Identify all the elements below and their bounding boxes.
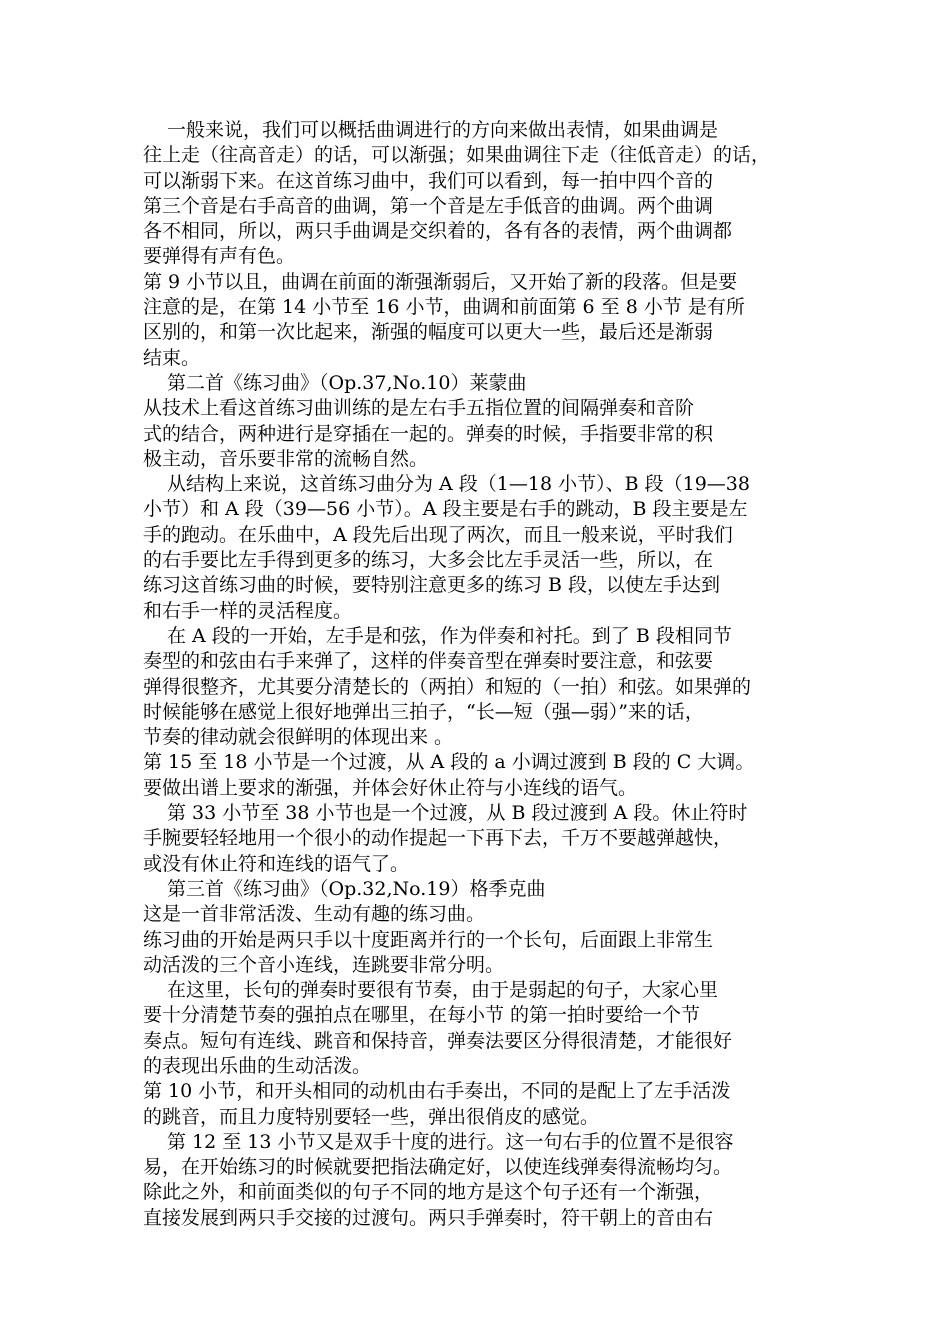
text-line: 时候能够在感觉上很好地弹出三拍子，“长—短（强—弱）”来的话， xyxy=(143,700,704,723)
text-line: 要弹得有声有色。 xyxy=(143,245,296,268)
text-line: 的表现出乐曲的生动活泼。 xyxy=(143,1054,372,1077)
text-line: 手腕要轻轻地用一个很小的动作提起一下再下去，千万不要越弹越快， xyxy=(143,827,733,850)
text-line: 结束。 xyxy=(143,346,201,369)
text-line: 第二首《练习曲》（Op.37,No.10）莱蒙曲 xyxy=(167,371,527,394)
text-line: 从技术上看这首练习曲训练的是左右手五指位置的间隔弹奏和音阶 xyxy=(143,397,695,420)
text-line: 易，在开始练习的时候就要把指法确定好，以使连线弹奏得流畅均匀。 xyxy=(143,1156,733,1179)
text-line: 极主动，音乐要非常的流畅自然。 xyxy=(143,447,429,470)
text-line: 的右手要比左手得到更多的练习，大多会比左手灵活一些，所以，在 xyxy=(143,549,714,572)
text-line: 奏型的和弦由右手来弹了，这样的伴奏音型在弹奏时要注意，和弦要 xyxy=(143,650,714,673)
text-line: 手的跑动。在乐曲中，A 段先后出现了两次，而且一般来说，平时我们 xyxy=(143,523,733,546)
text-line: 从结构上来说，这首练习曲分为 A 段（1—18 小节）、B 段（19—38 xyxy=(167,473,750,496)
text-line: 小节）和 A 段（39—56 小节）。A 段主要是右手的跳动，B 段主要是左 xyxy=(143,498,748,521)
text-line: 往上走（往高音走）的话，可以渐强；如果曲调往下走（往低音走）的话， xyxy=(143,144,771,167)
text-line: 直接发展到两只手交接的过渡句。两只手弹奏时，符干朝上的音由右 xyxy=(143,1206,714,1229)
text-line: 要做出谱上要求的渐强，并体会好休止符与小连线的语气。 xyxy=(143,776,638,799)
text-line: 在这里，长句的弹奏时要很有节奏，由于是弱起的句子，大家心里 xyxy=(167,979,719,1002)
text-line: 注意的是，在第 14 小节至 16 小节，曲调和前面第 6 至 8 小节 是有所 xyxy=(143,296,745,319)
text-line: 和右手一样的灵活程度。 xyxy=(143,599,353,622)
text-line: 第三个音是右手高音的曲调，第一个音是左手低音的曲调。两个曲调 xyxy=(143,194,714,217)
text-line: 第 10 小节，和开头相同的动机由右手奏出，不同的是配上了左手活泼 xyxy=(143,1080,731,1103)
text-line: 或没有休止符和连线的语气了。 xyxy=(143,852,410,875)
text-line: 式的结合，两种进行是穿插在一起的。弹奏的时候，手指要非常的积 xyxy=(143,422,714,445)
text-line: 一般来说，我们可以概括曲调进行的方向来做出表情，如果曲调是 xyxy=(167,119,719,141)
text-line: 弹得很整齐，尤其要分清楚长的（两拍）和短的（一拍）和弦。如果弹的 xyxy=(143,675,752,698)
text-line: 第 9 小节以且，曲调在前面的渐强渐弱后，又开始了新的段落。但是要 xyxy=(143,270,738,293)
text-line: 在 A 段的一开始，左手是和弦，作为伴奏和衬托。到了 B 段相同节 xyxy=(167,624,732,647)
text-line: 动活泼的三个音小连线，连跳要非常分明。 xyxy=(143,953,505,976)
body-text xyxy=(143,118,813,1231)
text-line: 可以渐弱下来。在这首练习曲中，我们可以看到，每一拍中四个音的 xyxy=(143,169,714,192)
text-line: 第 12 至 13 小节又是双手十度的进行。这一句右手的位置不是很容 xyxy=(167,1130,734,1153)
text-line: 练习这首练习曲的时候，要特别注意更多的练习 B 段，以使左手达到 xyxy=(143,574,721,597)
text-line: 第 33 小节至 38 小节也是一个过渡，从 B 段过渡到 A 段。休止符时 xyxy=(167,802,748,825)
text-line: 第 15 至 18 小节是一个过渡，从 A 段的 a 小调过渡到 B 段的 C 大调。 xyxy=(143,751,755,774)
text-line: 奏点。短句有连线、跳音和保持音，弹奏法要区分得很清楚，才能很好 xyxy=(143,1029,733,1052)
text-line: 的跳音，而且力度特别要轻一些，弹出很俏皮的感觉。 xyxy=(143,1105,600,1128)
text-line: 第三首《练习曲》（Op.32,No.19）格季克曲 xyxy=(167,877,546,900)
text-line: 除此之外，和前面类似的句子不同的地方是这个句子还有一个渐强， xyxy=(143,1181,714,1204)
text-line: 练习曲的开始是两只手以十度距离并行的一个长句，后面跟上非常生 xyxy=(143,928,714,951)
text-line: 区别的，和第一次比起来，渐强的幅度可以更大一些，最后还是渐弱 xyxy=(143,321,714,344)
text-line: 各不相同，所以，两只手曲调是交织着的，各有各的表情，两个曲调都 xyxy=(143,220,733,243)
text-line: 节奏的律动就会很鲜明的体现出来 。 xyxy=(143,726,454,749)
text-line: 这是一首非常活泼、生动有趣的练习曲。 xyxy=(143,903,486,926)
text-line: 要十分清楚节奏的强拍点在哪里，在每小节 的第一拍时要给一个节 xyxy=(143,1004,701,1027)
